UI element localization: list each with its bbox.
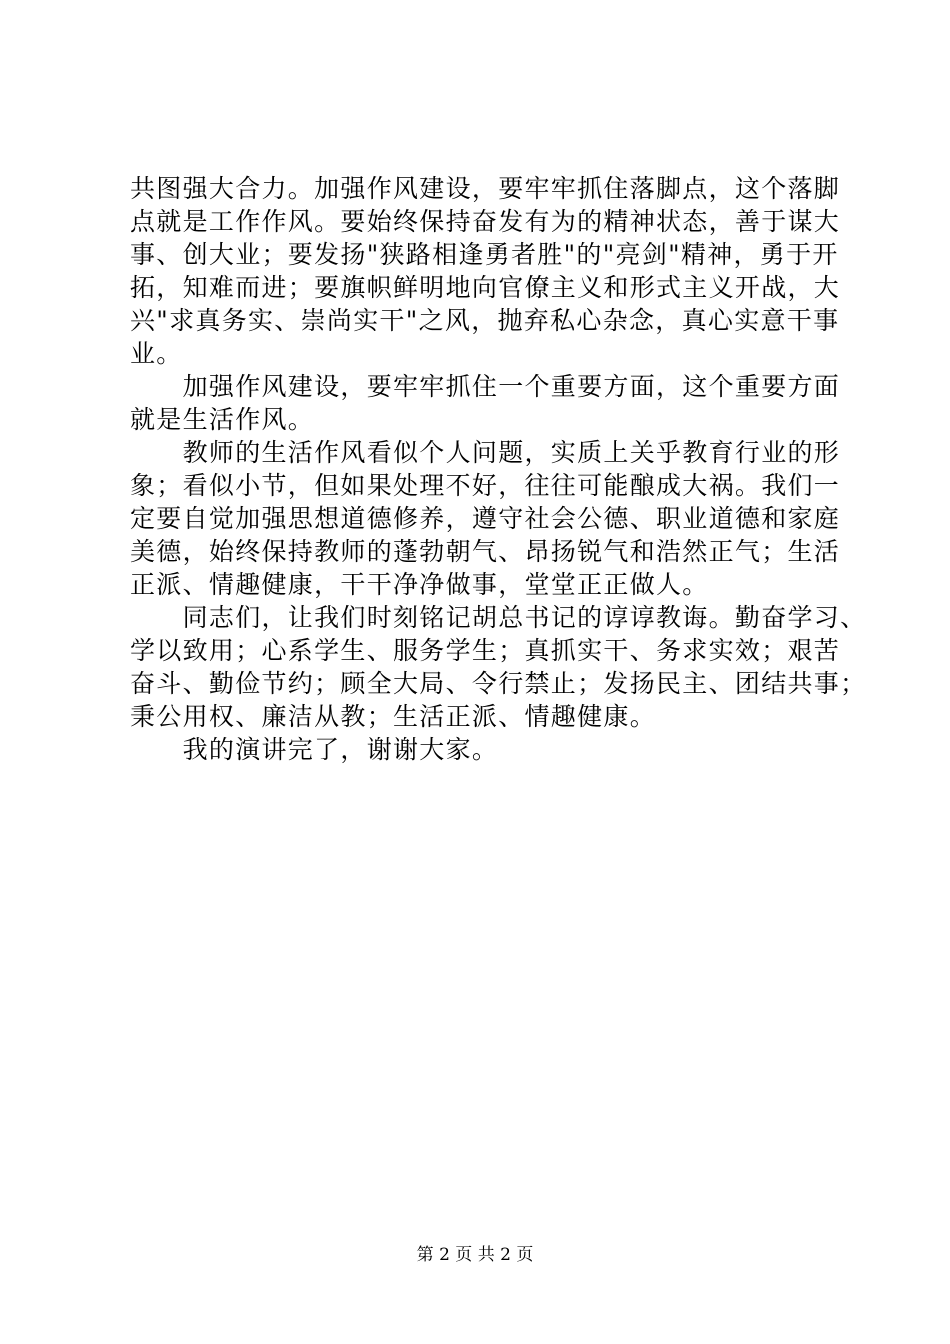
text-line: 点就是工作作风。要始终保持奋发有为的精神状态，善于谋大 [130,207,841,236]
text-line: 兴"求真务实、崇尚实干"之风，抛弃私心杂念，真心实意干事 [130,306,840,335]
text-line: 共图强大合力。加强作风建设，要牢牢抓住落脚点，这个落脚 [130,174,841,203]
text-line: 秉公用权、廉洁从教；生活正派、情趣健康。 [130,702,657,731]
text-line: 正派、情趣健康，干干净净做事，堂堂正正做人。 [130,570,709,599]
page-footer [0,1244,950,1266]
text-line: 定要自觉加强思想道德修养，遵守社会公德、职业道德和家庭 [130,504,841,533]
body-text [130,172,867,766]
text-line: 加强作风建设，要牢牢抓住一个重要方面，这个重要方面 [130,372,841,401]
text-line: 象；看似小节，但如果处理不好，往往可能酿成大祸。我们一 [130,471,841,500]
text-line: 就是生活作风。 [130,405,315,434]
text-line: 同志们，让我们时刻铭记胡总书记的谆谆教诲。勤奋学习、 [130,603,867,632]
text-line: 学以致用；心系学生、服务学生；真抓实干、务求实效；艰苦 [130,636,841,665]
text-line: 教师的生活作风看似个人问题，实质上关乎教育行业的形 [130,438,841,467]
page-number: 第 2 页 共 2 页 [416,1245,534,1265]
text-line: 事、创大业；要发扬"狭路相逢勇者胜"的"亮剑"精神，勇于开 [130,240,839,269]
text-line: 业。 [130,339,183,368]
text-line: 美德，始终保持教师的蓬勃朝气、昂扬锐气和浩然正气；生活 [130,537,841,566]
text-line: 拓，知难而进；要旗帜鲜明地向官僚主义和形式主义开战，大 [130,273,841,302]
text-line: 我的演讲完了，谢谢大家。 [130,735,499,764]
text-line: 奋斗、勤俭节约；顾全大局、令行禁止；发扬民主、团结共事； [130,669,867,698]
